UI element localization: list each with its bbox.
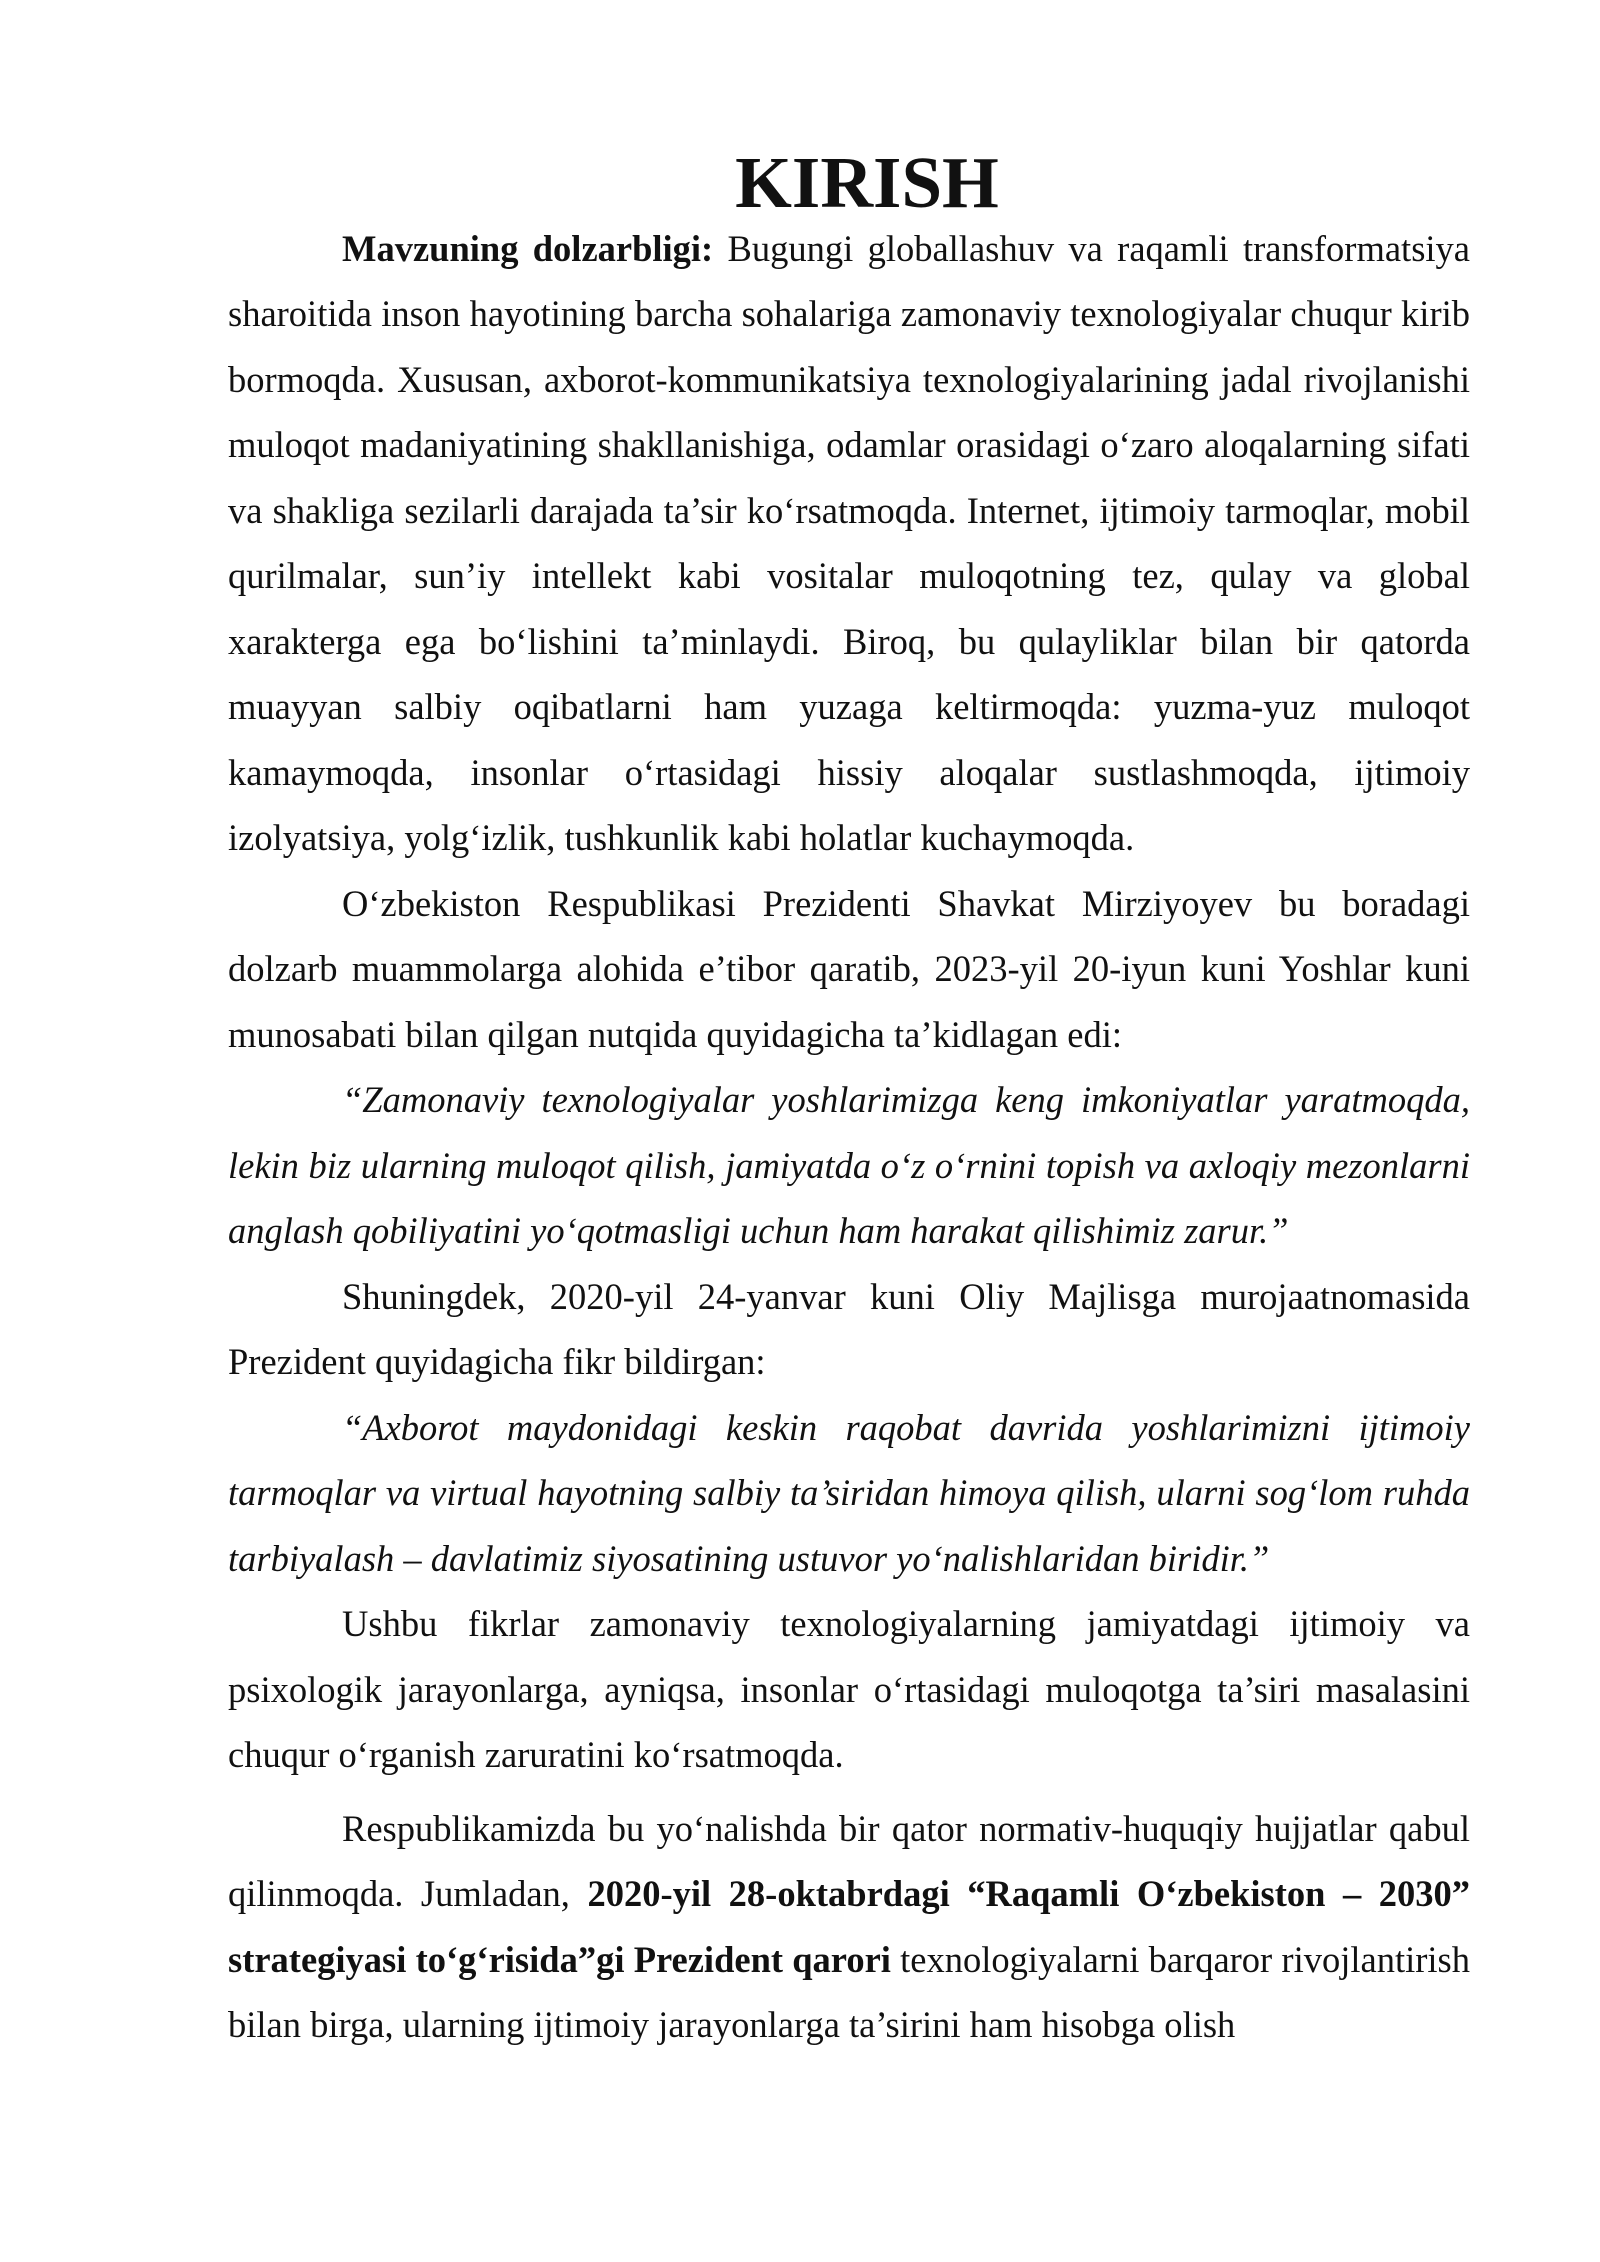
normative-text-after: texnologiyalarni barqaror rivojlantirish bilan birga, ularning ijtimoiy jarayonlarga ta’sirini ham hisobga olish [228, 1938, 1470, 2045]
normative-text-before: Respublikamizda bu yo‘nalishda bir qator normativ-huquqiy hujjatlar qabul qilinmoqda. Jumladan, [228, 1807, 1470, 1914]
paragraph-president-speech-intro: O‘zbekiston Respublikasi Prezidenti Shavkat Mirziyoyev bu boradagi dolzarb muammolarga alohida e’tibor qaratib, 2023-yil 20-iyun kuni Yoshlar kuni munosabati bilan qilgan nutqida quyidagicha ta’kidlagan edi: [228, 882, 1470, 1055]
relevance-lead: Mavzuning dolzarbligi: [342, 227, 714, 269]
paragraph-relevance [228, 216, 1470, 871]
paragraph-normative-documents [228, 1796, 1470, 2058]
paragraph-address-intro: Shuningdek, 2020-yil 24-yanvar kuni Oliy Majlisga murojaatnomasida Prezident quyidagicha fikr bildirgan: [228, 1275, 1470, 1382]
document-page [228, 142, 1470, 2058]
relevance-text: Bugungi globallashuv va raqamli transformatsiya sharoitida inson hayotining barcha sohalariga zamonaviy texnologiyalar chuqur kirib bormoqda. Xususan, axborot-kommunikatsiya texnologiyalarining jadal rivojlanishi muloqot madaniyatining shakllanishiga, odamlar orasidagi o‘zaro aloqalarning sifati va shakliga sezilarli darajada ta’sir ko‘rsatmoqda. Internet, ijtimoiy tarmoqlar, mobil qurilmalar, sun’iy intellekt kabi vositalar muloqotning tez, qulay va global xarakterga ega bo‘lishini ta’minlaydi. Biroq, bu qulayliklar bilan bir qatorda muayyan salbiy oqibatlarni ham yuzaga keltirmoqda: yuzma-yuz muloqot kamaymoqda, insonlar o‘rtasidagi hissiy aloqalar sustlashmoqda, ijtimoiy izolyatsiya, yolg‘izlik, tushkunlik kabi holatlar kuchaymoqda. [228, 227, 1470, 858]
quote-oliy-majlis: “Axborot maydonidagi keskin raqobat davrida yoshlarimizni ijtimoiy tarmoqlar va virtual hayotning salbiy ta’siridan himoya qilish, ularni sog‘lom ruhda tarbiyalash – davlatimiz siyosatining ustuvor yo‘nalishlaridan biridir.” [228, 1406, 1470, 1579]
quote-youth-day: “Zamonaviy texnologiyalar yoshlarimizga keng imkoniyatlar yaratmoqda, lekin biz ularning muloqot qilish, jamiyatda o‘z o‘rnini topish va axloqiy mezonlarni anglash qobiliyatini yo‘qotmasligi uchun ham harakat qilishimiz zarur.” [228, 1079, 1470, 1251]
paragraph-thoughts: Ushbu fikrlar zamonaviy texnologiyalarning jamiyatdagi ijtimoiy va psixologik jarayonlarga, ayniqsa, insonlar o‘rtasidagi muloqotga ta’siri masalasini chuqur o‘rganish zaruratini ko‘rsatmoqda. [228, 1603, 1470, 1775]
decree-reference: 2020-yil 28-oktabrdagi “Raqamli O‘zbekiston – 2030” strategiyasi to‘g‘risida”gi Prezident qarori [228, 1873, 1470, 1980]
document-title: KIRISH [735, 142, 999, 223]
